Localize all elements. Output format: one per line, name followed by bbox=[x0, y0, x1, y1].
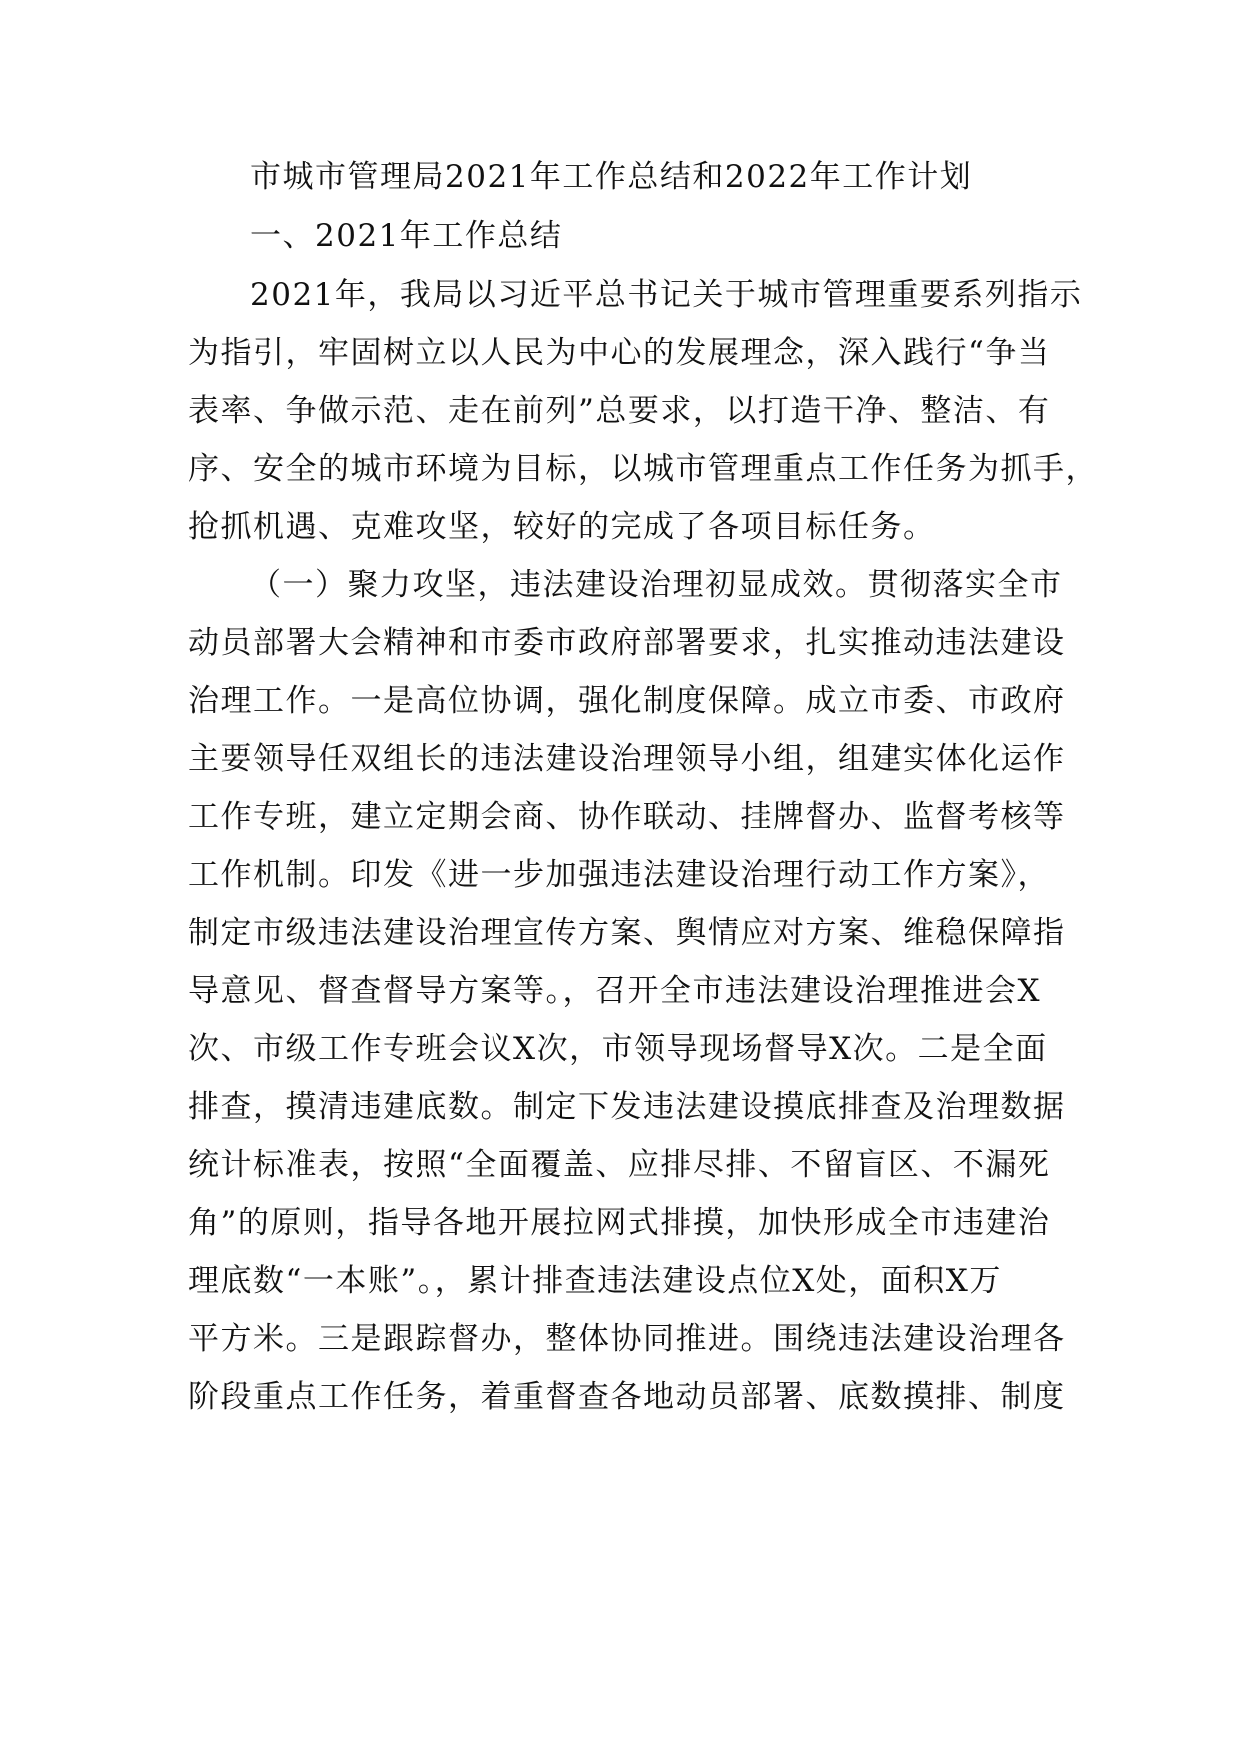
paragraph-line: 平方米。三是跟踪督办，整体协同推进。围绕违法建设治理各 bbox=[188, 1321, 1066, 1357]
paragraph-line: 治理工作。一是高位协调，强化制度保障。成立市委、市政府 bbox=[188, 683, 1066, 719]
paragraph-line: （一）聚力攻坚，违法建设治理初显成效。贯彻落实全市 bbox=[250, 567, 1063, 603]
paragraph-line: 序、安全的城市环境为目标，以城市管理重点工作任务为抓手， bbox=[188, 451, 1098, 487]
paragraph-line: 理底数“一本账”。，累计排查违法建设点位X处，面积X万 bbox=[188, 1263, 1002, 1299]
paragraph-line: 工作机制。印发《进一步加强违法建设治理行动工作方案》， bbox=[188, 857, 1050, 893]
paragraph-line: 主要领导任双组长的违法建设治理领导小组，组建实体化运作 bbox=[188, 741, 1066, 777]
paragraph-line: 导意见、督查督导方案等。，召开全市违法建设治理推进会X bbox=[188, 973, 1042, 1009]
paragraph-line: 动员部署大会精神和市委市政府部署要求，扎实推动违法建设 bbox=[188, 625, 1066, 661]
paragraph-line: 工作专班，建立定期会商、协作联动、挂牌督办、监督考核等 bbox=[188, 799, 1066, 835]
paragraph-line: 排查，摸清违建底数。制定下发违法建设摸底排查及治理数据 bbox=[188, 1089, 1066, 1125]
paragraph-line: 次、市级工作专班会议X次，市领导现场督导X次。二是全面 bbox=[188, 1031, 1048, 1067]
document-title: 市城市管理局2021年工作总结和2022年工作计划 bbox=[250, 159, 973, 195]
paragraph-line: 为指引，牢固树立以人民为中心的发展理念，深入践行“争当 bbox=[188, 335, 1051, 371]
paragraph-line: 阶段重点工作任务，着重督查各地动员部署、底数摸排、制度 bbox=[188, 1379, 1066, 1415]
paragraph-line: 抢抓机遇、克难攻坚，较好的完成了各项目标任务。 bbox=[188, 509, 936, 545]
paragraph-line: 制定市级违法建设治理宣传方案、舆情应对方案、维稳保障指 bbox=[188, 915, 1066, 951]
paragraph-line: 角”的原则，指导各地开展拉网式排摸，加快形成全市违建治 bbox=[188, 1205, 1051, 1241]
paragraph-line: 2021年，我局以习近平总书记关于城市管理重要系列指示 bbox=[250, 277, 1083, 313]
paragraph-line: 统计标准表，按照“全面覆盖、应排尽排、不留盲区、不漏死 bbox=[188, 1147, 1051, 1183]
paragraph-line: 表率、争做示范、走在前列”总要求，以打造干净、整洁、有 bbox=[188, 393, 1051, 429]
section-heading: 一、2021年工作总结 bbox=[250, 218, 563, 254]
